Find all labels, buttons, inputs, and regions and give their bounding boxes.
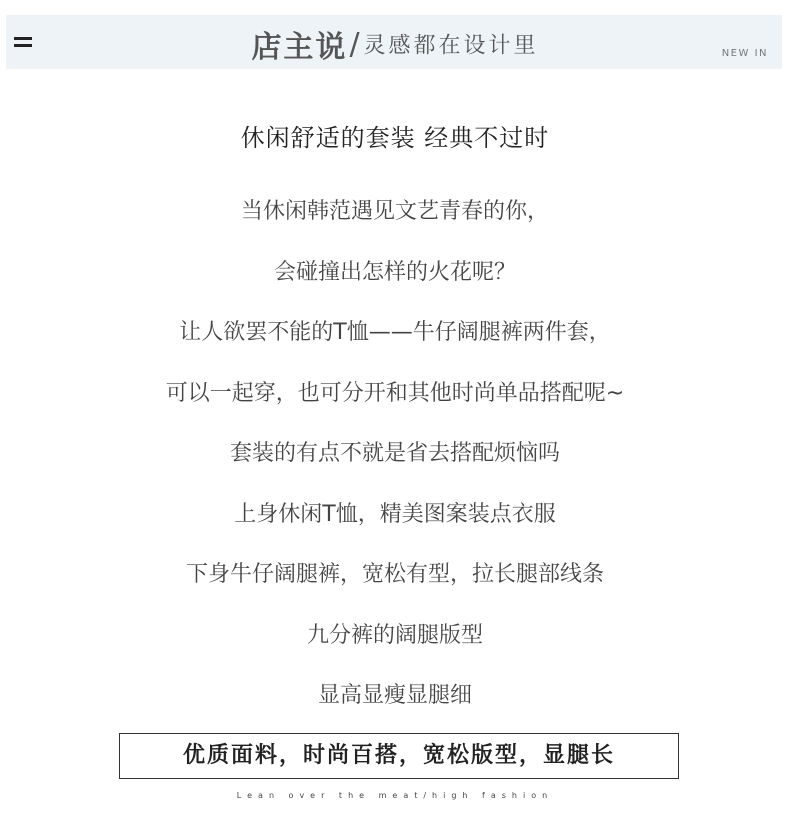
header-title: [0, 22, 790, 66]
header-title-main: 店主说: [251, 30, 348, 65]
description-line: 显高显瘦显腿细: [317, 683, 472, 708]
header-title-slash: /: [349, 26, 360, 62]
description-line: 九分裤的阔腿版型: [306, 622, 483, 648]
description-line: 会碰撞出怎样的火花呢？: [273, 259, 516, 285]
description-line: 可以一起穿，也可分开和其他时尚单品搭配呢~: [165, 380, 625, 406]
new-in-badge: NEW IN: [721, 48, 768, 59]
headline: 休闲舒适的套装 经典不过时: [240, 124, 550, 152]
description-line: 套装的有点不就是省去搭配烦恼吗: [229, 441, 560, 466]
description-line: 当休闲韩范遇见文艺青春的你，: [240, 199, 549, 224]
description-line: 让人欲罢不能的T恤——牛仔阔腿裤两件套，: [179, 320, 611, 345]
description-list: [0, 191, 790, 736]
footer-text: Lean over the meat/high fashion: [236, 791, 554, 800]
tagline-box: 优质面料，时尚百搭，宽松版型，显腿长: [119, 733, 679, 779]
description-line: 上身休闲T恤，精美图案装点衣服: [234, 501, 556, 527]
description-line: 下身牛仔阔腿裤，宽松有型，拉长腿部线条: [185, 562, 604, 587]
header-title-sub: 灵感都在设计里: [363, 33, 539, 59]
